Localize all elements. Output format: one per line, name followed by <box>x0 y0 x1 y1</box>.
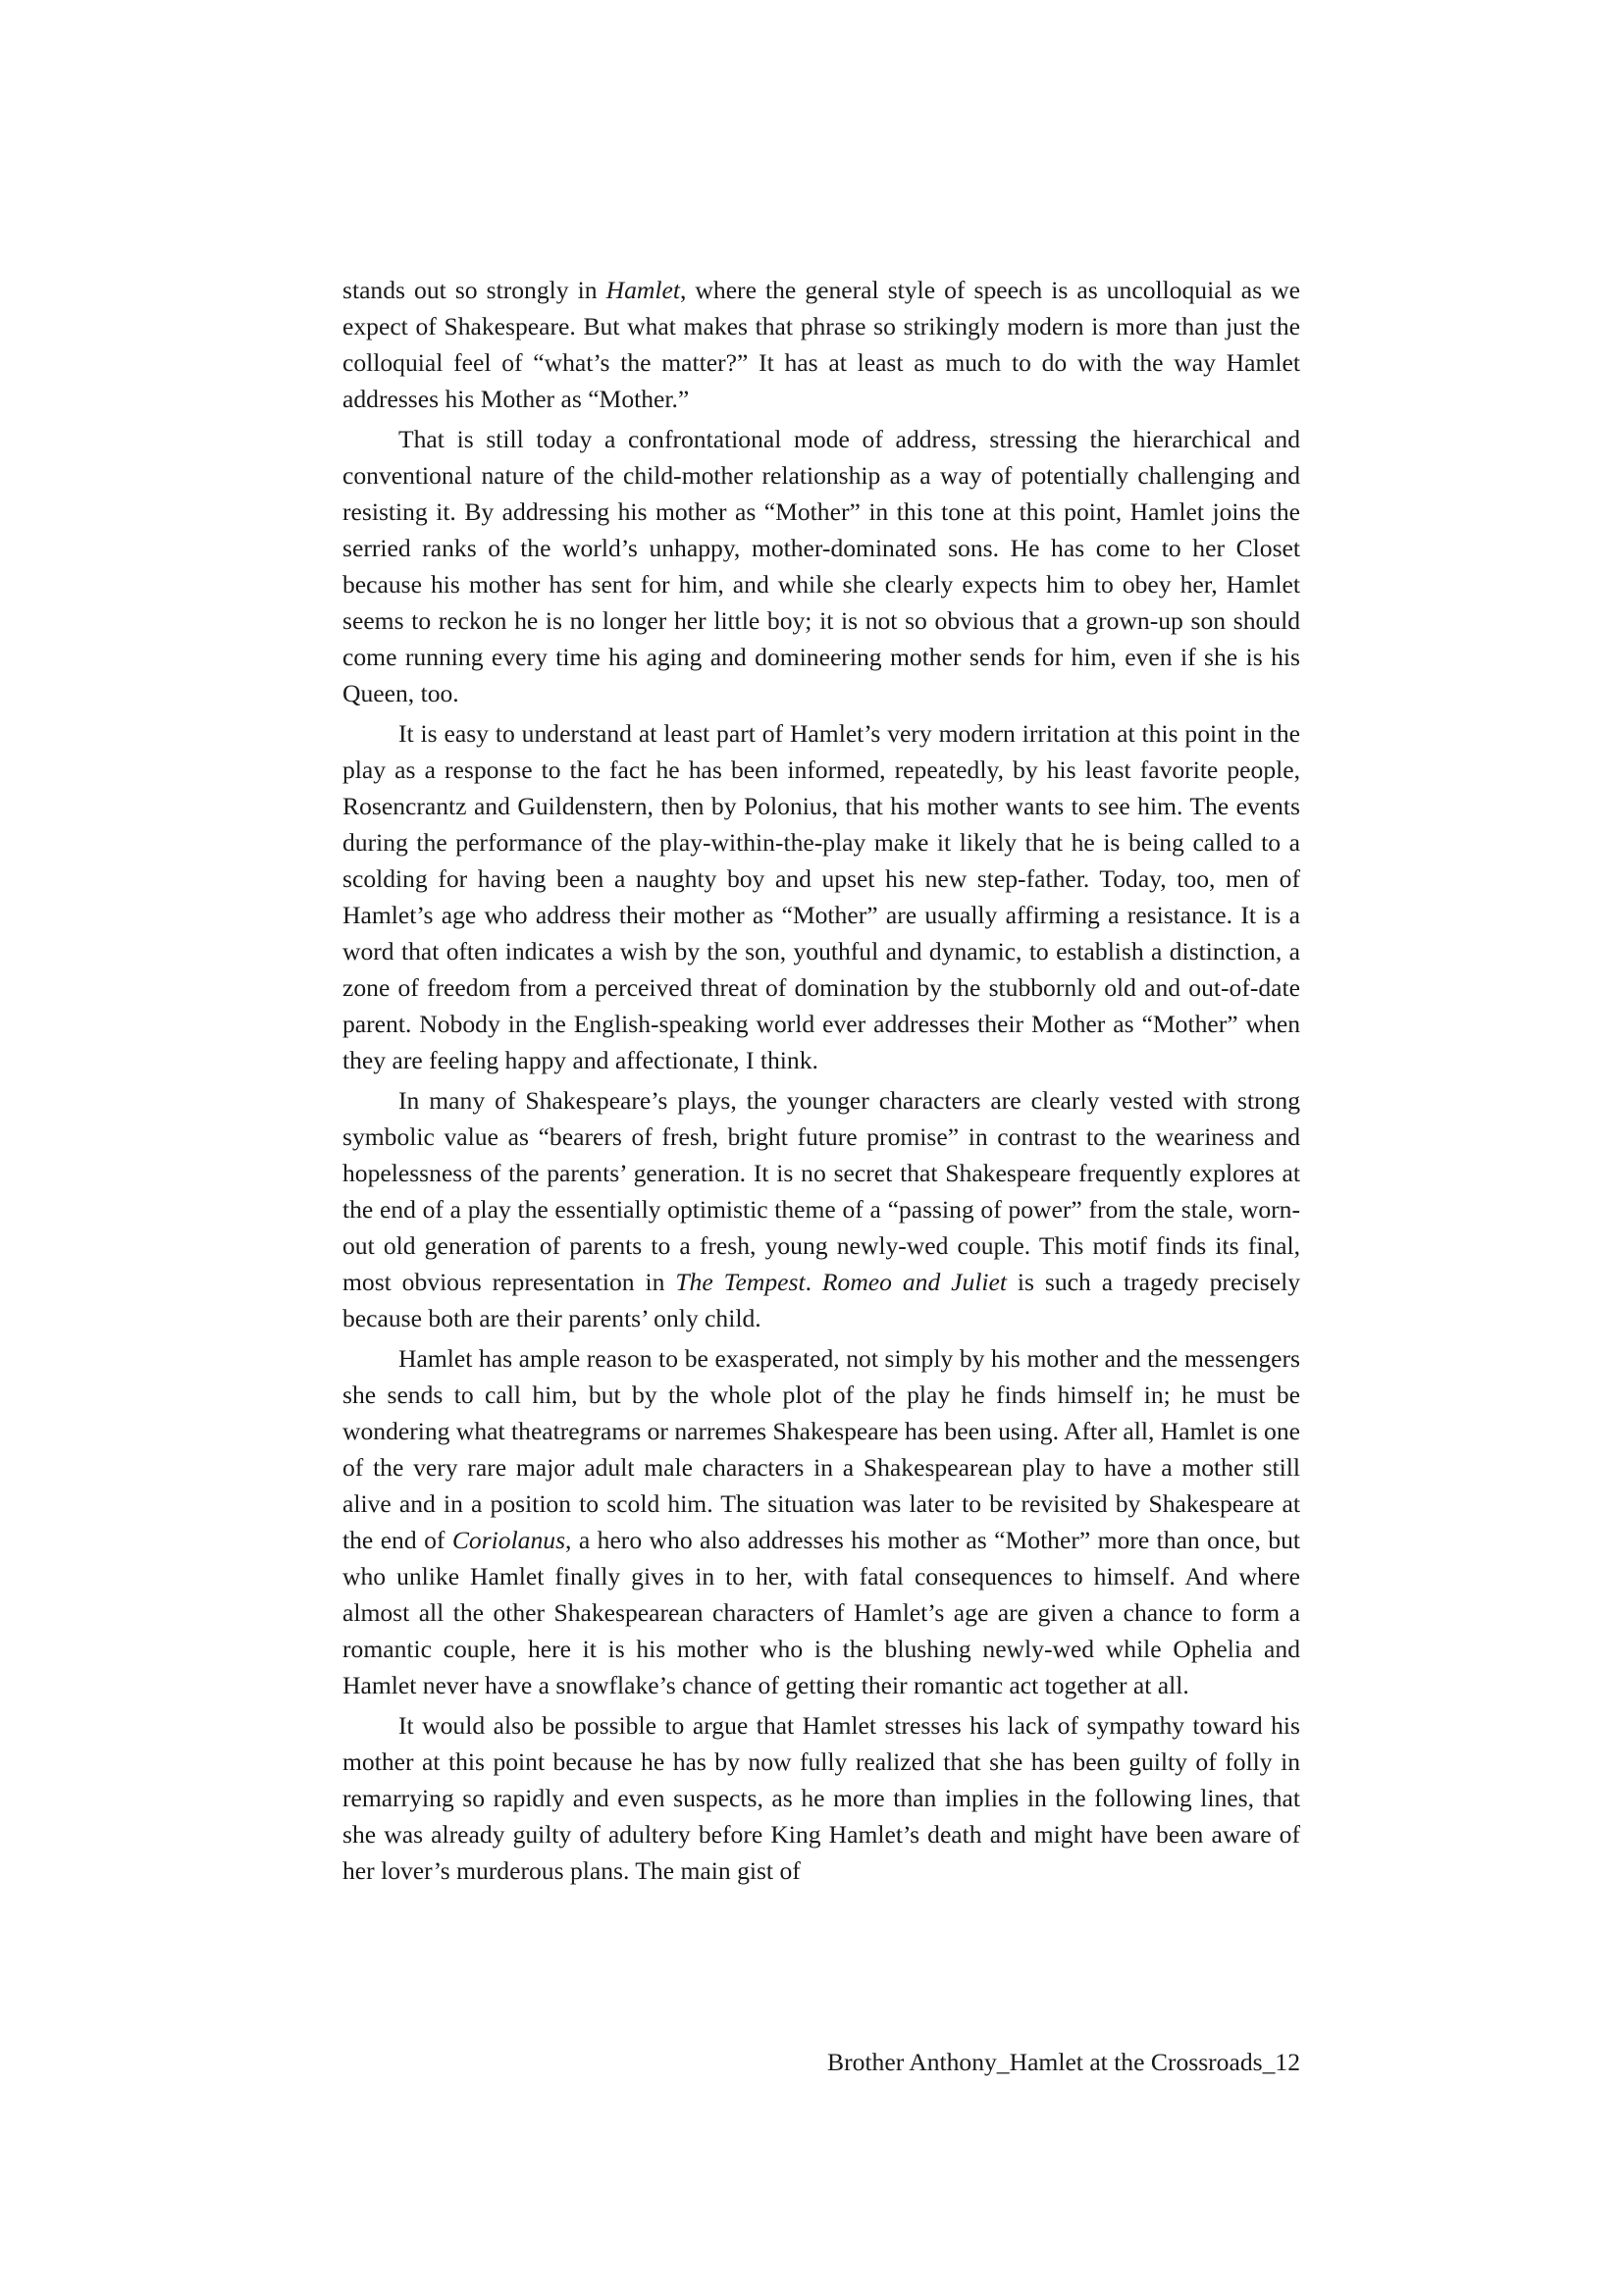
text-run: , where the general style of speech is as uncolloquial as we expect of Shakespeare. But what makes that phrase so strikingly modern is more than just the colloquial feel of “what’s the matter?” It has at least as much to do with the way Hamlet addresses his Mother as “Mother.” <box>342 276 1300 413</box>
paragraph-5 <box>342 1340 1300 1703</box>
paragraph-2 <box>342 421 1300 711</box>
italic-title: The Tempest <box>675 1268 806 1296</box>
text-run: . <box>805 1268 822 1296</box>
body-text <box>342 272 1300 1889</box>
text-run: is such a tragedy precisely because both are their parents’ only child. <box>342 1268 1301 1332</box>
text-run: It is easy to understand at least part of Hamlet’s very modern irritation at this point in the play as a response to the fact he has been informed, repeatedly, by his least favorite people, Rosencrantz and Guildenstern, then by Polonius, that his mother wants to see him. The events during the performance of the play-within-the-play make it likely that he is being called to a scolding for having been a naughty boy and upset his new step-father. Today, too, men of Hamlet’s age who address their mother as “Mother” are usually affirming a resistance. It is a word that often indicates a wish by the son, youthful and dynamic, to establish a distinction, a zone of freedom from a perceived threat of domination by the stubbornly old and out-of-date parent. Nobody in the English-speaking world ever addresses their Mother as “Mother” when they are feeling happy and affectionate, I think. <box>342 719 1300 1074</box>
text-run: That is still today a confrontational mode of address, stressing the hierarchical and conventional nature of the child-mother relationship as a way of potentially challenging and resisting it. By addressing his mother as “Mother” in this tone at this point, Hamlet joins the serried ranks of the world’s unhappy, mother-dominated sons. He has come to her Closet because his mother has sent for him, and while she clearly expects him to obey her, Hamlet seems to reckon he is no longer her little boy; it is not so obvious that a grown-up son should come running every time his aging and domineering mother sends for him, even if she is his Queen, too. <box>342 425 1300 707</box>
italic-title: Romeo and Juliet <box>821 1268 1008 1296</box>
italic-title: Hamlet <box>605 276 680 304</box>
text-run: , a hero who also addresses his mother as “Mother” more than once, but who unlike Hamlet finally gives in to her, with fatal consequences to himself. And where almost all the other Shakespearean characters of Hamlet’s age are given a chance to form a romantic couple, here it is his mother who is the blushing newly-wed while Ophelia and Hamlet never have a snowflake’s chance of getting their romantic act together at all. <box>342 1526 1300 1699</box>
page-footer: Brother Anthony_Hamlet at the Crossroads_12 <box>827 2048 1300 2076</box>
text-run: It would also be possible to argue that Hamlet stresses his lack of sympathy toward his mother at this point because he has by now fully realized that she has been guilty of folly in remarrying so rapidly and even suspects, as he more than implies in the following lines, that she was already guilty of adultery before King Hamlet’s death and might have been aware of her lover’s murderous plans. The main gist of <box>342 1711 1300 1885</box>
paragraph-6 <box>342 1707 1300 1889</box>
paragraph-4 <box>342 1082 1300 1336</box>
paragraph-3 <box>342 715 1300 1078</box>
text-run: In many of Shakespeare’s plays, the younger characters are clearly vested with strong symbolic value as “bearers of fresh, bright future promise” in contrast to the weariness and hopelessness of the parents’ generation. It is no secret that Shakespeare frequently explores at the end of a play the essentially optimistic theme of a “passing of power” from the stale, worn-out old generation of parents to a fresh, young newly-wed couple. This motif finds its final, most obvious representation in <box>342 1086 1300 1296</box>
text-run: stands out so strongly in <box>342 276 606 304</box>
text-run: Hamlet has ample reason to be exasperated, not simply by his mother and the messengers she sends to call him, but by the whole plot of the play he finds himself in; he must be wondering what theatregrams or narremes Shakespeare has been using. After all, Hamlet is one of the very rare major adult male characters in a Shakespearean play to have a mother still alive and in a position to scold him. The situation was later to be revisited by Shakespeare at the end of <box>342 1344 1300 1554</box>
paragraph-1 <box>342 272 1300 417</box>
italic-title: Coriolanus <box>451 1526 566 1554</box>
